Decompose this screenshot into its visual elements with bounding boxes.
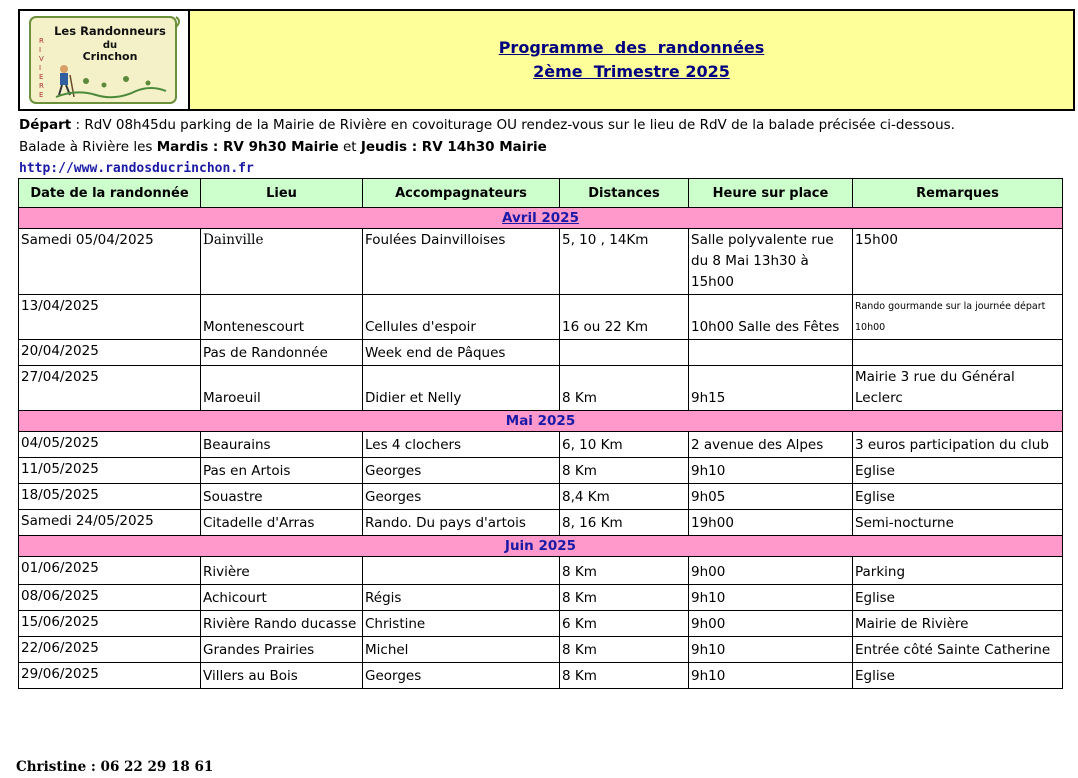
- lieu-cell: Rivière Rando ducasse: [201, 611, 363, 637]
- depart-info: [19, 116, 955, 134]
- table-row: [19, 557, 1063, 585]
- table-row: [19, 585, 1063, 611]
- mardis-label: Mardis: [156, 139, 209, 155]
- logo-text-1: Les Randonneurs: [54, 24, 166, 38]
- heure-cell: [689, 340, 853, 366]
- table-row: [19, 340, 1063, 366]
- distance-cell: 8 Km: [560, 458, 689, 484]
- heure-cell: 9h00: [689, 557, 853, 585]
- website-line: [19, 159, 254, 178]
- date-cell: 18/05/2025: [19, 484, 201, 510]
- distance-cell: [560, 340, 689, 366]
- date-cell: 27/04/2025: [19, 366, 201, 411]
- date-cell: 22/06/2025: [19, 637, 201, 663]
- distance-cell: 8,4 Km: [560, 484, 689, 510]
- lieu-cell: Beaurains: [201, 432, 363, 458]
- header-date: Date de la randonnée: [19, 179, 201, 208]
- table-row: [19, 484, 1063, 510]
- header-remarques: Remarques: [853, 179, 1063, 208]
- header-distances: Distances: [560, 179, 689, 208]
- lieu-cell: Montenescourt: [201, 295, 363, 340]
- accompagnateurs-cell: Georges: [363, 458, 560, 484]
- date-cell: Samedi 24/05/2025: [19, 510, 201, 536]
- remarques-cell: Rando gourmande sur la journée départ 10h00: [853, 295, 1063, 340]
- month-label-cell: [19, 411, 1063, 432]
- header-accompagnateurs: Accompagnateurs: [363, 179, 560, 208]
- heure-cell: 10h00 Salle des Fêtes: [689, 295, 853, 340]
- table-row: [19, 229, 1063, 295]
- accompagnateurs-cell: Cellules d'espoir: [363, 295, 560, 340]
- mardis-rv: : RV 9h30 Mairie: [208, 139, 339, 155]
- jeudis-label: Jeudis: [360, 139, 407, 155]
- heure-cell: 9h10: [689, 458, 853, 484]
- depart-label: Départ: [19, 117, 72, 133]
- lieu-cell: Achicourt: [201, 585, 363, 611]
- remarques-cell: Mairie 3 rue du Général Leclerc: [853, 366, 1063, 411]
- accompagnateurs-cell: Week end de Pâques: [363, 340, 560, 366]
- header-box: [18, 9, 1075, 111]
- table-row: [19, 663, 1063, 689]
- month-row: [19, 536, 1063, 557]
- distance-cell: 8 Km: [560, 366, 689, 411]
- heure-cell: 9h15: [689, 366, 853, 411]
- remarques-cell: 15h00: [853, 229, 1063, 295]
- month-label: Avril 2025: [502, 210, 579, 226]
- club-logo: [26, 13, 182, 107]
- svg-text:R: R: [39, 82, 44, 90]
- program-title: Programme des randonnées: [498, 38, 765, 57]
- distance-cell: 8 Km: [560, 585, 689, 611]
- distance-cell: 8 Km: [560, 663, 689, 689]
- header-lieu: Lieu: [201, 179, 363, 208]
- month-label-cell: [19, 536, 1063, 557]
- table-row: [19, 366, 1063, 411]
- accompagnateurs-cell: Georges: [363, 663, 560, 689]
- depart-text: : RdV 08h45du parking de la Mairie de Rivière en covoiturage OU rendez-vous sur le lieu de RdV de la balade précisée ci-dessous.: [71, 117, 955, 133]
- table-row: [19, 458, 1063, 484]
- heure-cell: 2 avenue des Alpes: [689, 432, 853, 458]
- date-cell: Samedi 05/04/2025: [19, 229, 201, 295]
- et-text: et: [338, 139, 361, 155]
- month-label-cell: [19, 208, 1063, 229]
- distance-cell: 5, 10 , 14Km: [560, 229, 689, 295]
- accompagnateurs-cell: Michel: [363, 637, 560, 663]
- heure-cell: 9h05: [689, 484, 853, 510]
- lieu-cell: Villers au Bois: [201, 663, 363, 689]
- accompagnateurs-cell: Didier et Nelly: [363, 366, 560, 411]
- trimester-title: 2ème Trimestre 2025: [533, 62, 730, 81]
- svg-text:V: V: [39, 55, 44, 63]
- accompagnateurs-cell: Les 4 clochers: [363, 432, 560, 458]
- distance-cell: 8 Km: [560, 637, 689, 663]
- accompagnateurs-cell: Christine: [363, 611, 560, 637]
- lieu-cell: Rivière: [201, 557, 363, 585]
- lieu-cell: Grandes Prairies: [201, 637, 363, 663]
- website-link[interactable]: http://www.randosducrinchon.fr: [19, 161, 254, 176]
- table-row: [19, 611, 1063, 637]
- lieu-cell: Souastre: [201, 484, 363, 510]
- balade-info: [19, 138, 547, 156]
- heure-cell: 19h00: [689, 510, 853, 536]
- remarques-cell: Eglise: [853, 663, 1063, 689]
- remarques-cell: Eglise: [853, 484, 1063, 510]
- svg-text:E: E: [39, 91, 44, 99]
- month-label: Juin 2025: [504, 538, 577, 554]
- svg-text:I: I: [39, 64, 42, 72]
- heure-cell: 9h10: [689, 585, 853, 611]
- heure-cell: 9h10: [689, 637, 853, 663]
- heure-cell: 9h10: [689, 663, 853, 689]
- balade-prefix: Balade à Rivière les: [19, 139, 157, 155]
- date-cell: 13/04/2025: [19, 295, 201, 340]
- accompagnateurs-cell: Régis: [363, 585, 560, 611]
- month-row: [19, 411, 1063, 432]
- lieu-cell: Citadelle d'Arras: [201, 510, 363, 536]
- date-cell: 08/06/2025: [19, 585, 201, 611]
- lieu-cell: Pas de Randonnée: [201, 340, 363, 366]
- remarques-cell: Semi-nocturne: [853, 510, 1063, 536]
- header-heure: Heure sur place: [689, 179, 853, 208]
- heure-cell: 9h00: [689, 611, 853, 637]
- accompagnateurs-cell: Rando. Du pays d'artois: [363, 510, 560, 536]
- date-cell: 15/06/2025: [19, 611, 201, 637]
- lieu-cell: Pas en Artois: [201, 458, 363, 484]
- logo-text-3: Crinchon: [82, 50, 138, 63]
- contact-footer: Christine : 06 22 29 18 61: [16, 759, 214, 775]
- table-row: [19, 510, 1063, 536]
- remarques-cell: Entrée côté Sainte Catherine: [853, 637, 1063, 663]
- title-cell: [190, 11, 1073, 109]
- remarques-cell: 3 euros participation du club: [853, 432, 1063, 458]
- hike-program-table: [18, 178, 1063, 689]
- remarques-cell: [853, 340, 1063, 366]
- month-row: [19, 208, 1063, 229]
- lieu-cell: Maroeuil: [201, 366, 363, 411]
- date-cell: 20/04/2025: [19, 340, 201, 366]
- accompagnateurs-cell: Foulées Dainvilloises: [363, 229, 560, 295]
- date-cell: 04/05/2025: [19, 432, 201, 458]
- accompagnateurs-cell: Georges: [363, 484, 560, 510]
- remarques-cell: Eglise: [853, 458, 1063, 484]
- svg-text:I: I: [39, 46, 42, 54]
- table-header-row: [19, 179, 1063, 208]
- table-row: [19, 295, 1063, 340]
- svg-text:R: R: [39, 37, 44, 45]
- logo-text-2: du: [102, 40, 118, 51]
- month-label: Mai 2025: [505, 413, 576, 429]
- svg-text:E: E: [39, 73, 44, 81]
- remarques-cell: Parking: [853, 557, 1063, 585]
- date-cell: 11/05/2025: [19, 458, 201, 484]
- date-cell: 29/06/2025: [19, 663, 201, 689]
- distance-cell: 6, 10 Km: [560, 432, 689, 458]
- accompagnateurs-cell: [363, 557, 560, 585]
- remarques-cell: Mairie de Rivière: [853, 611, 1063, 637]
- date-cell: 01/06/2025: [19, 557, 201, 585]
- heure-cell: Salle polyvalente rue du 8 Mai 13h30 à 15h00: [689, 229, 853, 295]
- distance-cell: 8 Km: [560, 557, 689, 585]
- lieu-cell: Dainville: [201, 229, 363, 295]
- distance-cell: 6 Km: [560, 611, 689, 637]
- table-row: [19, 432, 1063, 458]
- jeudis-rv: : RV 14h30 Mairie: [407, 139, 547, 155]
- distance-cell: 16 ou 22 Km: [560, 295, 689, 340]
- distance-cell: 8, 16 Km: [560, 510, 689, 536]
- table-row: [19, 637, 1063, 663]
- logo-cell: [20, 11, 190, 109]
- remarques-cell: Eglise: [853, 585, 1063, 611]
